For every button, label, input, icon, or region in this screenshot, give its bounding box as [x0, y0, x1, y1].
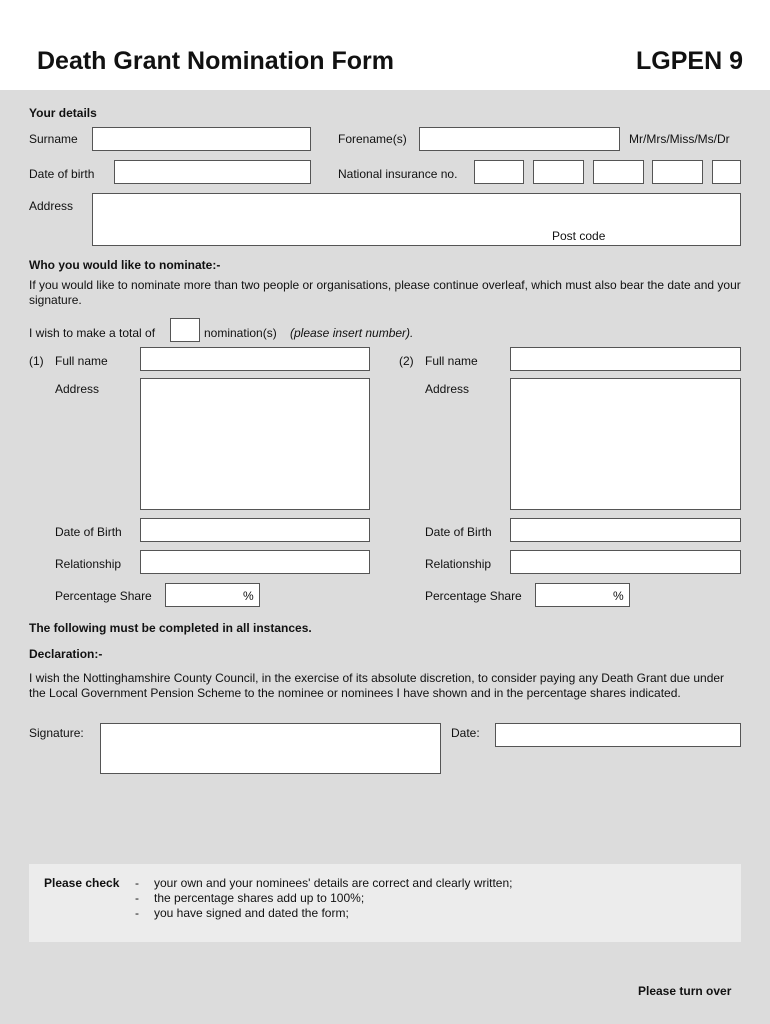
declaration-heading: Declaration:- [29, 647, 103, 661]
postcode-label: Post code [552, 229, 606, 243]
nominee-1-full-name-field[interactable] [140, 347, 370, 371]
ni-field-1[interactable] [474, 160, 524, 184]
nominee-2-relationship-label: Relationship [425, 557, 492, 571]
turn-over-note: Please turn over [638, 984, 732, 998]
ni-field-3[interactable] [593, 160, 644, 184]
must-complete-note: The following must be completed in all instances. [29, 621, 312, 635]
dob-label: Date of birth [29, 167, 95, 181]
total-suffix: nomination(s) [204, 326, 277, 340]
header-band [0, 0, 770, 90]
nominee-2-percent-symbol: % [613, 589, 624, 603]
ni-field-4[interactable] [652, 160, 703, 184]
nominee-2-full-name-label: Full name [425, 354, 478, 368]
total-prefix: I wish to make a total of [29, 326, 156, 340]
nominee-2-dob-field[interactable] [510, 518, 741, 542]
signature-field[interactable] [100, 723, 441, 774]
ni-field-5[interactable] [712, 160, 741, 184]
check-label: Please check [44, 876, 120, 890]
check-dash-3: - [135, 906, 139, 920]
nominee-2-address-field[interactable] [510, 378, 741, 510]
nominee-1-full-name-label: Full name [55, 354, 108, 368]
nominee-1-address-field[interactable] [140, 378, 370, 510]
check-dash-2: - [135, 891, 139, 905]
nominee-1-share-label: Percentage Share [55, 589, 152, 603]
nominate-heading: Who you would like to nominate:- [29, 258, 221, 272]
your-details-heading: Your details [29, 106, 97, 120]
declaration-text: I wish the Nottinghamshire County Council, in the exercise of its absolute discretion, to consider paying any Death Grant due under the Local Government Pension Scheme to the nominee or nominees I have shown and in the percentage shares indicated. [29, 671, 725, 700]
nominee-1-relationship-label: Relationship [55, 557, 122, 571]
nominee-2-share-label: Percentage Share [425, 589, 522, 603]
nominee-2-number: (2) [399, 354, 414, 368]
nominee-2-address-label: Address [425, 382, 470, 396]
surname-label: Surname [29, 132, 78, 146]
nominee-1-number: (1) [29, 354, 44, 368]
check-item-1: your own and your nominees' details are correct and clearly written; [154, 876, 513, 890]
signature-label: Signature: [29, 726, 84, 740]
check-dash-1: - [135, 876, 139, 890]
total-hint: (please insert number). [290, 326, 414, 340]
ni-label: National insurance no. [338, 167, 458, 181]
nominee-1-address-label: Address [55, 382, 100, 396]
nominee-1-dob-field[interactable] [140, 518, 370, 542]
check-item-3: you have signed and dated the form; [154, 906, 349, 920]
dob-field[interactable] [114, 160, 311, 184]
forenames-field[interactable] [419, 127, 620, 151]
form-title: Death Grant Nomination Form [37, 47, 394, 75]
form-code: LGPEN 9 [636, 47, 743, 75]
nominee-2-full-name-field[interactable] [510, 347, 741, 371]
nominee-1-relationship-field[interactable] [140, 550, 370, 574]
nominee-2-dob-label: Date of Birth [425, 525, 492, 539]
nominee-1-dob-label: Date of Birth [55, 525, 122, 539]
nominate-intro: If you would like to nominate more than two people or organisations, please continue overleaf, which must also bear the date and your signature. [29, 278, 741, 307]
check-item-2: the percentage shares add up to 100%; [154, 891, 365, 905]
address-label: Address [29, 199, 74, 213]
nominee-1-percent-symbol: % [243, 589, 254, 603]
date-label: Date: [451, 726, 480, 740]
date-field[interactable] [495, 723, 741, 747]
title-options-label: Mr/Mrs/Miss/Ms/Dr [629, 132, 730, 146]
ni-field-2[interactable] [533, 160, 584, 184]
nomination-count-field[interactable] [170, 318, 200, 342]
surname-field[interactable] [92, 127, 311, 151]
nominee-2-relationship-field[interactable] [510, 550, 741, 574]
forenames-label: Forename(s) [338, 132, 407, 146]
address-field[interactable] [92, 193, 741, 246]
